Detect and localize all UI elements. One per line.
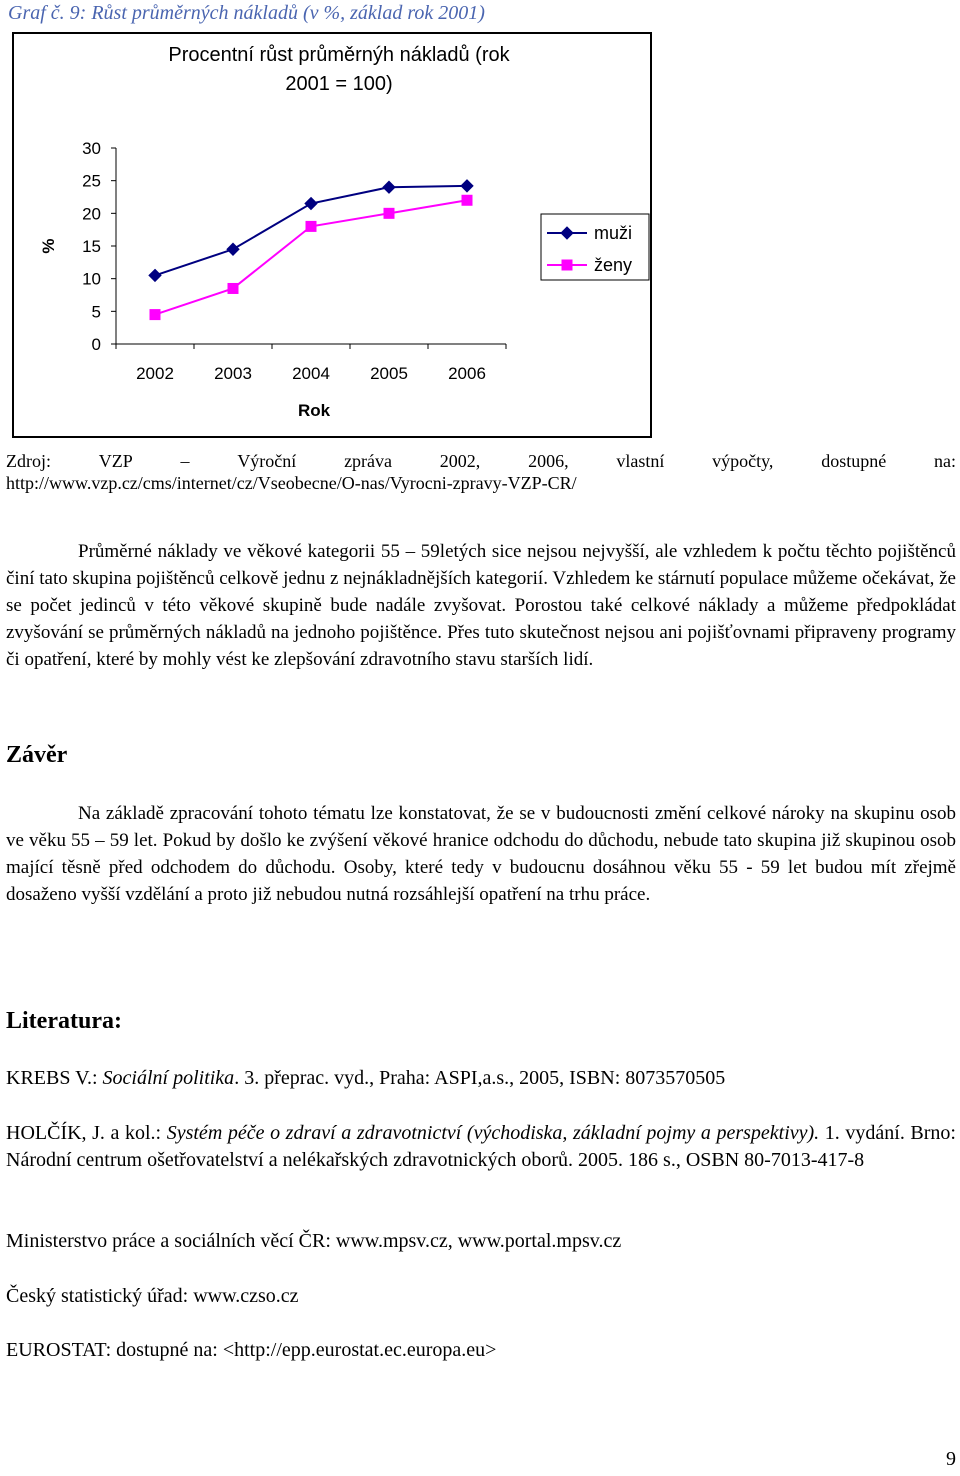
x-tick-label: 2005 (370, 364, 408, 383)
data-point (149, 269, 161, 281)
source-word: dostupné (821, 451, 887, 471)
y-tick-label: 5 (91, 302, 101, 322)
page-number: 9 (946, 1448, 956, 1470)
reference-holcik (6, 1120, 956, 1174)
data-point (227, 243, 239, 255)
x-tick-label: 2006 (448, 364, 486, 383)
x-tick-label: 2004 (292, 364, 330, 383)
source-word: VZP (98, 451, 133, 471)
y-tick-label: 15 (82, 237, 101, 256)
figure-caption: Graf č. 9: Růst průměrných nákladů (v %, základ rok 2001) (8, 2, 485, 24)
y-tick-label: 0 (91, 335, 101, 354)
reference-title: Systém péče o zdraví a zdravotnictví (východiska, základní pojmy a perspektivy). (166, 1122, 820, 1144)
reference-krebs (6, 1065, 956, 1092)
heading-literature: Literatura: (6, 1008, 122, 1034)
source-word: výpočty, (712, 451, 774, 471)
data-point (306, 221, 316, 231)
source-line (6, 450, 956, 472)
series-line (155, 200, 467, 314)
legend-label: muži (594, 223, 633, 243)
x-axis-label: Rok (297, 401, 331, 420)
line-chart (12, 32, 652, 438)
y-tick-label: 20 (82, 204, 101, 224)
reference-eurostat: EUROSTAT: dostupné na: <http://epp.eurostat.ec.europa.eu> (6, 1339, 497, 1361)
chart-canvas (14, 34, 650, 436)
legend-label: ženy (594, 255, 633, 275)
source-word: Zdroj: (6, 451, 51, 471)
paragraph-costs: Průměrné náklady ve věkové kategorii 55 – 59letých sice nejsou nejvyšší, ale vzhledem k počtu těchto pojištěnců činí tato skupina pojištěnců celkově jednu z nejnákladnějších kategorií. Vzhledem ke stárnutí populace můžeme očekávat, že se počet jedinců v této věkové skupině bude nadále zvyšovat. Porostou také celkové náklady a můžeme předpokládat zvyšování se průměrných nákladů na jednoho pojištěnce. Přes tuto skutečnost nejsou ani pojišťovnami připraveny programy či opatření, které by mohly vést ke zlepšování zdravotního stavu starších lidí. (6, 541, 956, 670)
reference-details: 1. vydání. Brno: Národní centrum ošetřovatelství a nelékařských zdravotnických oborů. 2005. 186 s., OSBN 80-7013-417-8 (6, 1122, 956, 1171)
data-point (462, 195, 472, 205)
paragraph-conclusion: Na základě zpracování tohoto tématu lze konstatovat, že se v budoucnosti změní celkové nároky na skupinu osob ve věku 55 – 59 let. Pokud by došlo ke zvýšení věkové hranice odchodu do důchodu, nebude tato skupina již skupinou osob mající těsně před odchodem do důchodu. Osoby, které tedy v budoucnu dosáhnou věku 55 - 59 let budou mít zřejmě dosaženo vyšší vzdělání a proto již nebudou nutná rozsáhlejší opatření na trhu práce. (6, 803, 956, 905)
data-point (562, 260, 572, 270)
source-url: http://www.vzp.cz/cms/internet/cz/Vseobecne/O-nas/Vyrocni-zpravy-VZP-CR/ (6, 473, 577, 493)
data-point (461, 180, 473, 192)
data-point (305, 198, 317, 210)
source-word: 2002, (439, 451, 481, 471)
y-axis-label: % (39, 238, 58, 254)
reference-mpsv: Ministerstvo práce a sociálních věcí ČR: www.mpsv.cz, www.portal.mpsv.cz (6, 1230, 622, 1252)
data-point (383, 181, 395, 193)
source-word: na: (933, 451, 956, 471)
chart-title-line2: 2001 = 100) (285, 73, 393, 95)
reference-title: Sociální politika (102, 1067, 235, 1089)
x-tick-label: 2003 (214, 364, 252, 383)
source-word: 2006, (528, 451, 569, 471)
chart-title-line1: Procentní růst průměrnýh nákladů (rok (168, 44, 510, 66)
data-point (384, 208, 394, 218)
source-note (6, 450, 956, 494)
source-word: Výroční (237, 451, 297, 471)
data-point (228, 283, 238, 293)
reference-author: KREBS V.: (6, 1067, 103, 1089)
y-tick-label: 25 (82, 171, 101, 191)
source-word: – (180, 451, 190, 471)
reference-details: . 3. přeprac. vyd., Praha: ASPI,a.s., 2005, ISBN: 8073570505 (234, 1067, 726, 1089)
reference-czso: Český statistický úřad: www.czso.cz (6, 1285, 299, 1307)
source-word: zpráva (344, 451, 393, 471)
data-point (150, 310, 160, 320)
x-tick-label: 2002 (136, 364, 174, 383)
y-tick-label: 10 (82, 269, 101, 289)
reference-author: HOLČÍK, J. a kol.: (6, 1122, 167, 1144)
source-word: vlastní (616, 451, 665, 471)
heading-conclusion: Závěr (6, 742, 68, 768)
y-tick-label: 30 (82, 139, 101, 158)
